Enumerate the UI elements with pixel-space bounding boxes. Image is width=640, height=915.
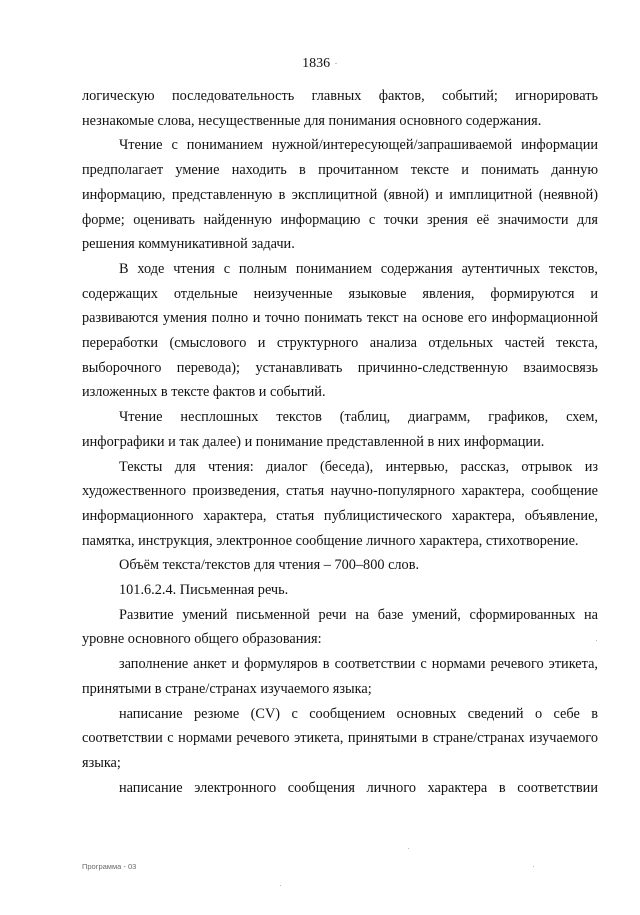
page-number-value: 1836 <box>302 56 331 71</box>
scan-speck <box>533 866 534 867</box>
paragraph-text-volume: Объём текста/текстов для чтения – 700–800 слов. <box>119 557 420 574</box>
scan-speck <box>408 848 409 849</box>
paragraph-continuation: логическую последовательность главных фактов, событий; игнорировать незнакомые слова, несущественные для понимания основного содержания. <box>82 88 598 129</box>
scan-speck <box>596 640 597 641</box>
paragraph-text-types: Тексты для чтения: диалог (беседа), интервью, рассказ, отрывок из художественного произведения, статья научно-популярного характера, сообщение информационного характера, статья публицистического характера, объявление, памятка, инструкция, электронное сообщение личного характера, стихотворение. <box>82 458 598 549</box>
list-item-forms: заполнение анкет и формуляров в соответствии с нормами речевого этикета, принятыми в стране/странах изучаемого языка; <box>82 656 598 697</box>
list-item-resume: написание резюме (CV) с сообщением основных сведений о себе в соответствии с нормами речевого этикета, принятыми в стране/странах изучаемого языка; <box>82 705 598 771</box>
scan-speck <box>280 885 281 886</box>
page-number-mark: · <box>334 58 338 70</box>
paragraph-non-continuous-texts: Чтение несплошных текстов (таблиц, диаграмм, графиков, схем, инфографики и так далее) и понимание представленной в них информации. <box>82 409 598 450</box>
section-heading-writing: 101.6.2.4. Письменная речь. <box>119 582 289 599</box>
list-item-email: написание электронного сообщения личного характера в соответствии <box>119 779 598 796</box>
paragraph-reading-full-understanding: В ходе чтения с полным пониманием содержания аутентичных текстов, содержащих отдельные неизученные языковые явления, формируются и развиваются умения полно и точно понимать текст на основе его информационной переработки (смыслового и структурного анализа отдельных частей текста, выборочного перевода); устанавливать причинно-следственную взаимосвязь изложенных в тексте фактов и событий. <box>82 260 598 401</box>
page-number <box>0 56 640 72</box>
page-footer: Программа - 03 <box>82 862 137 871</box>
paragraph-writing-skills: Развитие умений письменной речи на базе умений, сформированных на уровне основного общего образования: <box>82 606 598 648</box>
paragraph-reading-specific-info: Чтение с пониманием нужной/интересующей/запрашиваемой информации предполагает умение находить в прочитанном тексте и понимать данную информацию, представленную в эксплицитной (явной) и имплицитной (неявной) форме; оценивать найденную информацию с точки зрения её значимости для решения коммуникативной задачи. <box>82 137 598 253</box>
document-body <box>82 84 598 800</box>
